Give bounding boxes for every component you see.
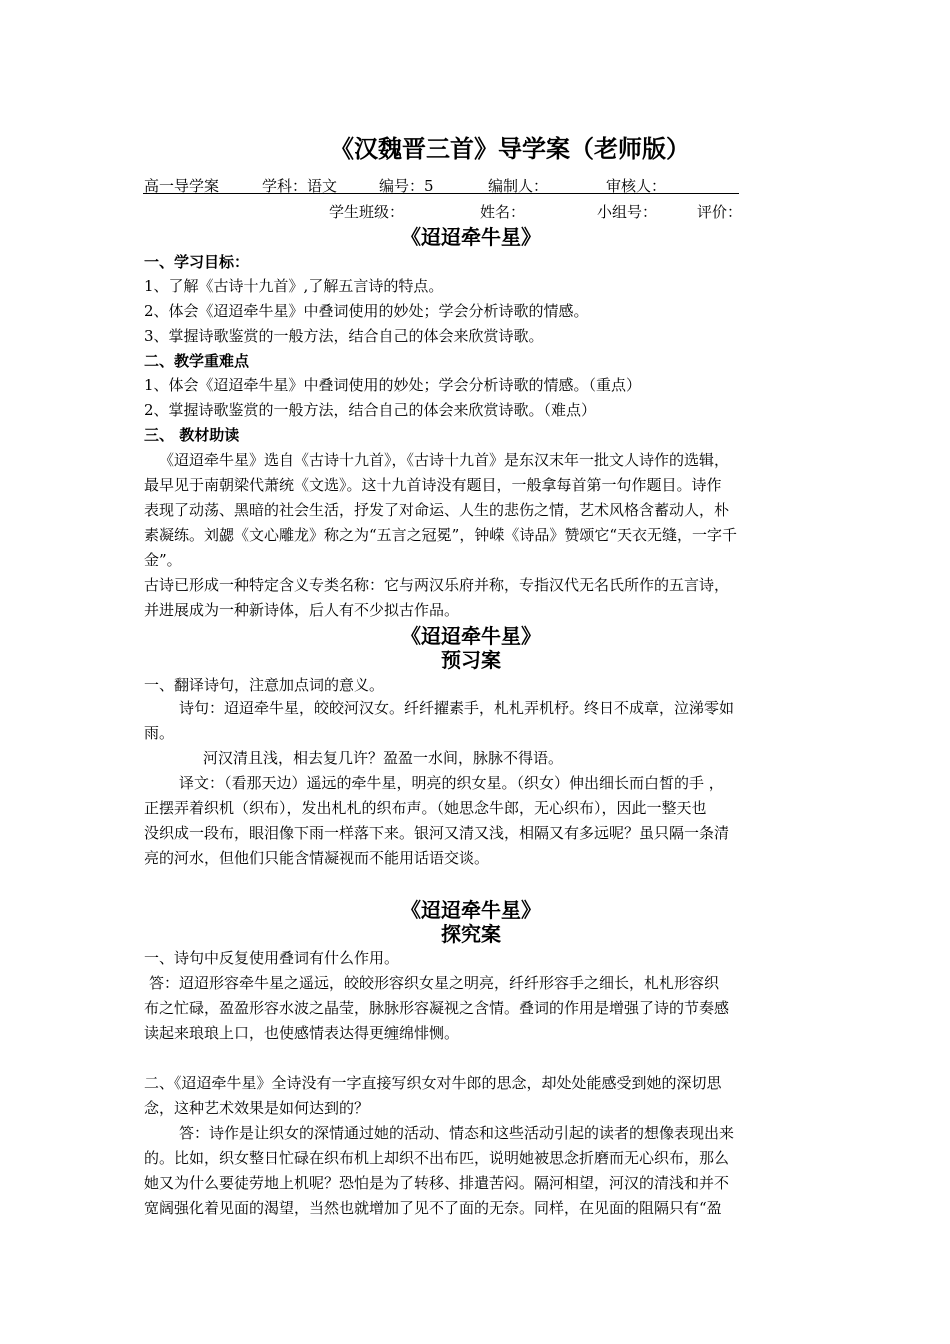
answer-line: 宽阔强化着见面的渴望，当然也就增加了见不了面的无奈。同样，在见面的阻隔只有“盈 — [144, 1199, 722, 1217]
preview-question: 一、翻译诗句，注意加点词的意义。 — [144, 676, 385, 694]
reading-line: 并进展成为一种新诗体，后人有不少拟古作品。 — [144, 601, 460, 619]
key-item: 1、体会《迢迢牵牛星》中叠词使用的妙处；学会分析诗歌的情感。（重点） — [144, 376, 642, 394]
answer-line: 她又为什么要徒劳地上机呢？恐怕是为了转移、排遣苦闷。隔河相望，河汉的清浅和并不 — [144, 1174, 730, 1192]
inquiry-question: 念，这种艺术效果是如何达到的？ — [144, 1099, 370, 1117]
header-number: 编号：5 — [379, 177, 434, 195]
header-name: 姓名： — [480, 203, 526, 221]
translation-line: 正摆弄着织机（织布），发出札札的织布声。（她思念牛郎，无心织布），因此一整天也 — [144, 799, 707, 817]
translation-line: 亮的河水，但他们只能含情凝视而不能用话语交谈。 — [144, 849, 490, 867]
translation-line: 译文：（看那天边）遥远的牵牛星，明亮的织女星。（织女）伸出细长而白皙的手 ， — [179, 774, 724, 792]
reading-line: 表现了动荡、黑暗的社会生活，抒发了对命运、人生的悲伤之情，艺术风格含蓄动人，朴 — [144, 501, 730, 519]
key-item: 2、掌握诗歌鉴赏的一般方法，结合自己的体会来欣赏诗歌。（难点） — [144, 401, 597, 419]
key-heading: 二、教学重难点 — [144, 352, 250, 370]
header-subject: 学科：语文 — [262, 177, 338, 195]
header-group: 小组号： — [597, 203, 658, 221]
answer-line: 读起来琅琅上口，也使感情表达得更缠绵悱恻。 — [144, 1024, 460, 1042]
section3-subtitle: 探究案 — [441, 922, 501, 946]
answer-line: 布之忙碌，盈盈形容水波之晶莹，脉脉形容凝视之含情。叠词的作用是增强了诗的节奏感 — [144, 999, 730, 1017]
goal-item: 1、了解《古诗十九首》,了解五言诗的特点。 — [144, 277, 444, 295]
inquiry-question: 二、《迢迢牵牛星》全诗没有一字直接写织女对牛郎的思念，却处处能感受到她的深切思 — [144, 1074, 722, 1092]
reading-line: 金”。 — [144, 551, 182, 569]
answer-line: 答：诗作是让织女的深情通过她的活动、情态和这些活动引起的读者的想像表现出来 — [179, 1124, 735, 1142]
header-grade: 高一导学案 — [144, 177, 220, 195]
poem-line: 河汉清且浅，相去复几许？盈盈一水间，脉脉不得语。 — [203, 749, 564, 767]
reading-heading: 三、 教材助读 — [144, 426, 240, 444]
header-reviewer: 审核人： — [606, 177, 667, 195]
reading-line: 最早见于南朝梁代萧统《文选》。这十九首诗没有题目，一般拿每首第一句作题目。诗作 — [144, 476, 722, 494]
reading-line: 素凝练。刘勰《文心雕龙》称之为“五言之冠冕”，钟嵘《诗品》赞颂它“天衣无缝，一字千 — [144, 526, 738, 544]
poem-line-continued: 雨。 — [144, 724, 175, 742]
reading-line: 古诗已形成一种特定含义专类名称：它与两汉乐府并称，专指汉代无名氏所作的五言诗， — [144, 576, 730, 594]
goal-item: 3、掌握诗歌鉴赏的一般方法，结合自己的体会来欣赏诗歌。 — [144, 327, 544, 345]
answer-line: 答：迢迢形容牵牛星之遥远，皎皎形容织女星之明亮，纤纤形容手之细长，札札形容织 — [149, 974, 720, 992]
poem-text: 迢迢牵牛星，皎皎河汉女。纤纤擢素手，札札弄机杼。终日不成章，泣涕零如 — [224, 699, 735, 717]
reading-line: 《迢迢牵牛星》选自《古诗十九首》，《古诗十九首》是东汉末年一批文人诗作的选辑， — [159, 451, 730, 469]
answer-line: 的。比如，织女整日忙碌在织布机上却织不出布匹，说明她被思念折磨而无心织布，那么 — [144, 1149, 730, 1167]
header-student-class: 学生班级： — [329, 203, 405, 221]
header-rule — [143, 193, 739, 194]
translation-line: 没织成一段布，眼泪像下雨一样落下来。银河又清又浅，相隔又有多远呢？虽只隔一条清 — [144, 824, 730, 842]
goal-item: 2、体会《迢迢牵牛星》中叠词使用的妙处；学会分析诗歌的情感。 — [144, 302, 589, 320]
document-title: 《汉魏晋三首》导学案（老师版） — [330, 134, 690, 163]
goals-heading: 一、学习目标： — [144, 253, 250, 271]
poem-label: 诗句： — [179, 699, 225, 717]
inquiry-question: 一、诗句中反复使用叠词有什么作用。 — [144, 949, 400, 967]
poem-line — [179, 697, 734, 719]
section1-title: 《迢迢牵牛星》 — [401, 225, 541, 249]
header-evaluation: 评价： — [697, 203, 743, 221]
section2-subtitle: 预习案 — [441, 648, 501, 672]
section2-title: 《迢迢牵牛星》 — [401, 624, 541, 648]
header-author: 编制人： — [488, 177, 549, 195]
section3-title: 《迢迢牵牛星》 — [401, 898, 541, 922]
